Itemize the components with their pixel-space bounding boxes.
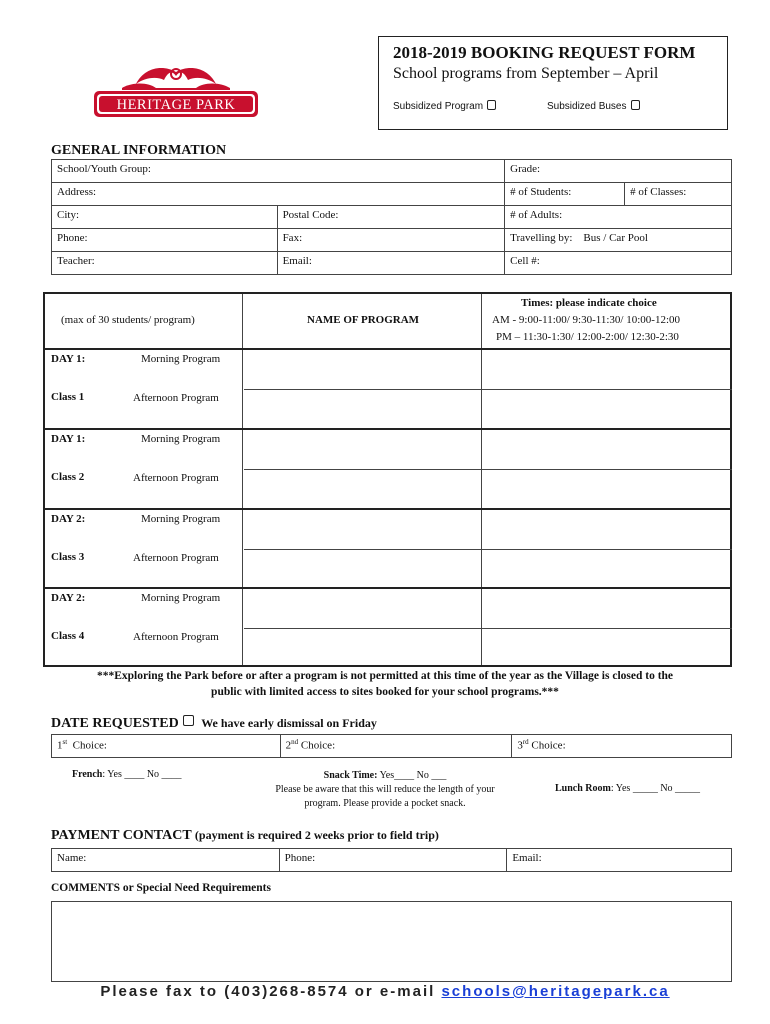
lunch-room-value: : Yes _____ No _____ [610,783,701,794]
classes-field[interactable]: # of Classes: [625,183,732,206]
travelling-label: Travelling by: [510,232,573,244]
class-label: Class 1 [51,391,85,403]
early-dismissal-checkbox[interactable] [183,715,194,726]
max-students-note: (max of 30 students/ program) [61,314,195,326]
city-field[interactable]: City: [52,206,278,229]
day-block-4 [45,587,730,665]
date-requested-label: DATE REQUESTED [51,716,179,731]
day-block-2 [45,428,730,508]
lunch-room-label: Lunch Room [555,783,611,794]
times-header: Times: please indicate choice [521,297,657,309]
program-table [43,292,732,667]
early-dismissal-label: We have early dismissal on Friday [201,716,377,730]
french-option[interactable] [72,769,182,780]
footer-text: Please fax to (403)268-8574 or e-mail [100,983,442,1000]
morning-program-label: Morning Program [141,433,221,445]
form-subtitle: School programs from September – April [393,65,659,82]
logo-text: HERITAGE PARK [116,97,236,113]
subsidized-buses-checkbox[interactable] [631,100,640,110]
day-label: DAY 2: [51,513,86,525]
adults-field[interactable]: # of Adults: [505,206,732,229]
teacher-field[interactable]: Teacher: [52,252,278,275]
day-label: DAY 1: [51,433,86,445]
afternoon-program-label: Afternoon Program [133,392,219,404]
french-label: French [72,769,103,780]
lunch-room-option[interactable] [555,783,700,794]
general-info-title: GENERAL INFORMATION [51,143,227,158]
date-requested-title [51,715,377,732]
morning-program-label: Morning Program [141,513,221,525]
snack-note-2: program. Please provide a pocket snack. [304,798,466,809]
comments-title: COMMENTS or Special Need Requirements [51,882,271,894]
title-box [378,36,728,130]
payment-name-field[interactable]: Name: [52,849,280,872]
form-title: 2018-2019 BOOKING REQUEST FORM [393,43,696,62]
travelling-field[interactable] [505,229,732,252]
payment-contact-title [51,828,439,844]
program-table-header [45,294,730,348]
subsidized-buses-label: Subsidized Buses [547,101,627,112]
morning-program-label: Morning Program [141,353,221,365]
french-value: : Yes ____ No ____ [102,769,182,780]
email-field[interactable]: Email: [277,252,505,275]
afternoon-program-label: Afternoon Program [133,552,219,564]
notice-line-2: public with limited access to sites booked for your school programs.*** [211,686,559,698]
travelling-options: Bus / Car Pool [583,232,648,244]
snack-value: Yes____ No ___ [377,770,447,781]
program-name-header: NAME OF PROGRAM [307,314,420,326]
class-label: Class 2 [51,471,85,483]
class-label: Class 3 [51,551,85,563]
payment-email-field[interactable]: Email: [507,849,732,872]
am-times: AM - 9:00-11:00/ 9:30-11:30/ 10:00-12:00 [492,314,681,326]
school-field[interactable]: School/Youth Group: [52,160,505,183]
postal-code-field[interactable]: Postal Code: [277,206,505,229]
snack-option[interactable] [250,769,520,811]
snack-label: Snack Time: [323,770,378,781]
day-label: DAY 2: [51,592,86,604]
general-info-table [51,159,732,275]
cell-field[interactable]: Cell #: [505,252,732,275]
footer-contact [0,983,770,1000]
morning-program-label: Morning Program [141,592,221,604]
footer-email-link[interactable]: schools@heritagepark.ca [441,983,670,1000]
day-block-3 [45,508,730,588]
snack-note-1: Please be aware that this will reduce the length of your [275,784,495,795]
address-field[interactable]: Address: [52,183,505,206]
payment-phone-field[interactable]: Phone: [279,849,507,872]
payment-note: (payment is required 2 weeks prior to field trip) [194,828,439,842]
comments-textarea[interactable] [51,901,732,982]
afternoon-program-label: Afternoon Program [133,472,219,484]
subsidized-program-checkbox[interactable] [487,100,496,110]
second-choice-field[interactable]: 2nd Choice: [280,735,512,758]
students-field[interactable]: # of Students: [505,183,625,206]
payment-contact-label: PAYMENT CONTACT [51,828,192,843]
day-label: DAY 1: [51,353,86,365]
phone-field[interactable]: Phone: [52,229,278,252]
payment-contact-table [51,848,732,872]
pm-times: PM – 11:30-1:30/ 12:00-2:00/ 12:30-2:30 [496,331,679,343]
third-choice-field[interactable]: 3rd Choice: [512,735,732,758]
park-access-notice [40,668,730,700]
fax-field[interactable]: Fax: [277,229,505,252]
afternoon-program-label: Afternoon Program [133,631,219,643]
grade-field[interactable]: Grade: [505,160,732,183]
heritage-park-logo [92,62,260,124]
class-label: Class 4 [51,630,85,642]
subsidized-program-label: Subsidized Program [393,101,484,112]
first-choice-field[interactable]: 1st Choice: [52,735,281,758]
date-choices-table [51,734,732,758]
day-block-1 [45,348,730,428]
notice-line-1: ***Exploring the Park before or after a program is not permitted at this time of the year as the Village is closed to the [96,670,674,682]
